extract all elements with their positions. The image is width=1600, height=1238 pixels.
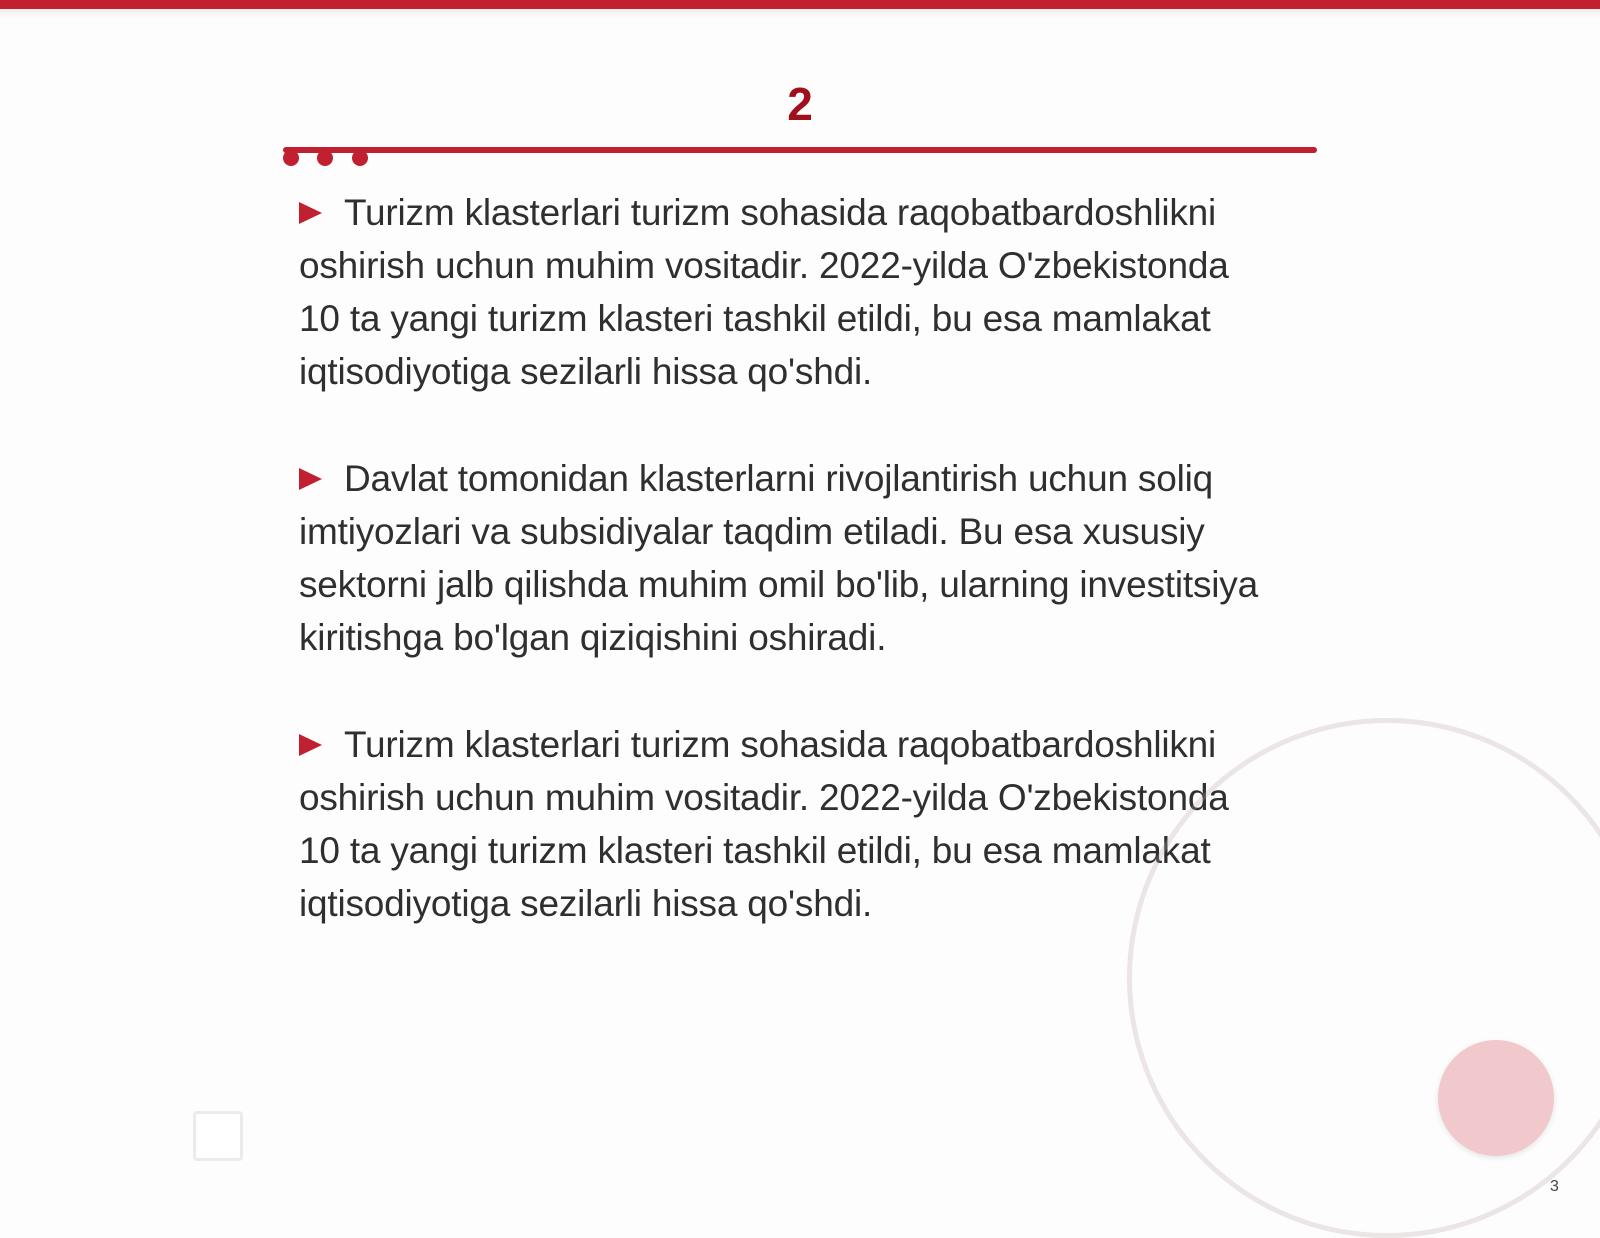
title-underline [283,147,1317,153]
bullet-paragraph [299,718,1279,930]
paragraph-text: Davlat tomonidan klasterlarni rivojlantirish uchun soliq imtiyozlari va subsidiyalar taqdim etiladi. Bu esa xususiy sektorni jalb qilishda muhim omil bo'lib, ularning investitsiya kiritishga bo'lgan qiziqishini oshiradi. [299,458,1258,658]
slide-title: 2 [787,78,813,130]
decorative-square [193,1111,243,1161]
bullet-paragraph [299,452,1279,664]
decorative-dot [317,150,333,166]
paragraph-text: Turizm klasterlari turizm sohasida raqobatbardoshlikni oshirish uchun muhim vositadir. 2022-yilda O'zbekistonda 10 ta yangi turizm klasteri tashkil etildi, bu esa mamlakat iqtisodiyotiga sezilarli hissa qo'shdi. [299,724,1229,924]
paragraph-text: Turizm klasterlari turizm sohasida raqobatbardoshlikni oshirish uchun muhim vositadir. 2022-yilda O'zbekistonda 10 ta yangi turizm klasteri tashkil etildi, bu esa mamlakat iqtisodiyotiga sezilarli hissa qo'shdi. [299,192,1229,392]
bullet-list [299,186,1279,984]
top-accent-bar [0,0,1600,9]
decorative-dot [283,150,299,166]
bullet-paragraph [299,186,1279,398]
decorative-dot [352,150,368,166]
decorative-pink-circle [1438,1040,1554,1156]
page-number: 3 [1550,1178,1559,1195]
red-triangle-bullet-icon [299,468,322,490]
red-triangle-bullet-icon [299,202,322,224]
top-bar-shadow [0,9,1600,19]
red-triangle-bullet-icon [299,734,322,756]
